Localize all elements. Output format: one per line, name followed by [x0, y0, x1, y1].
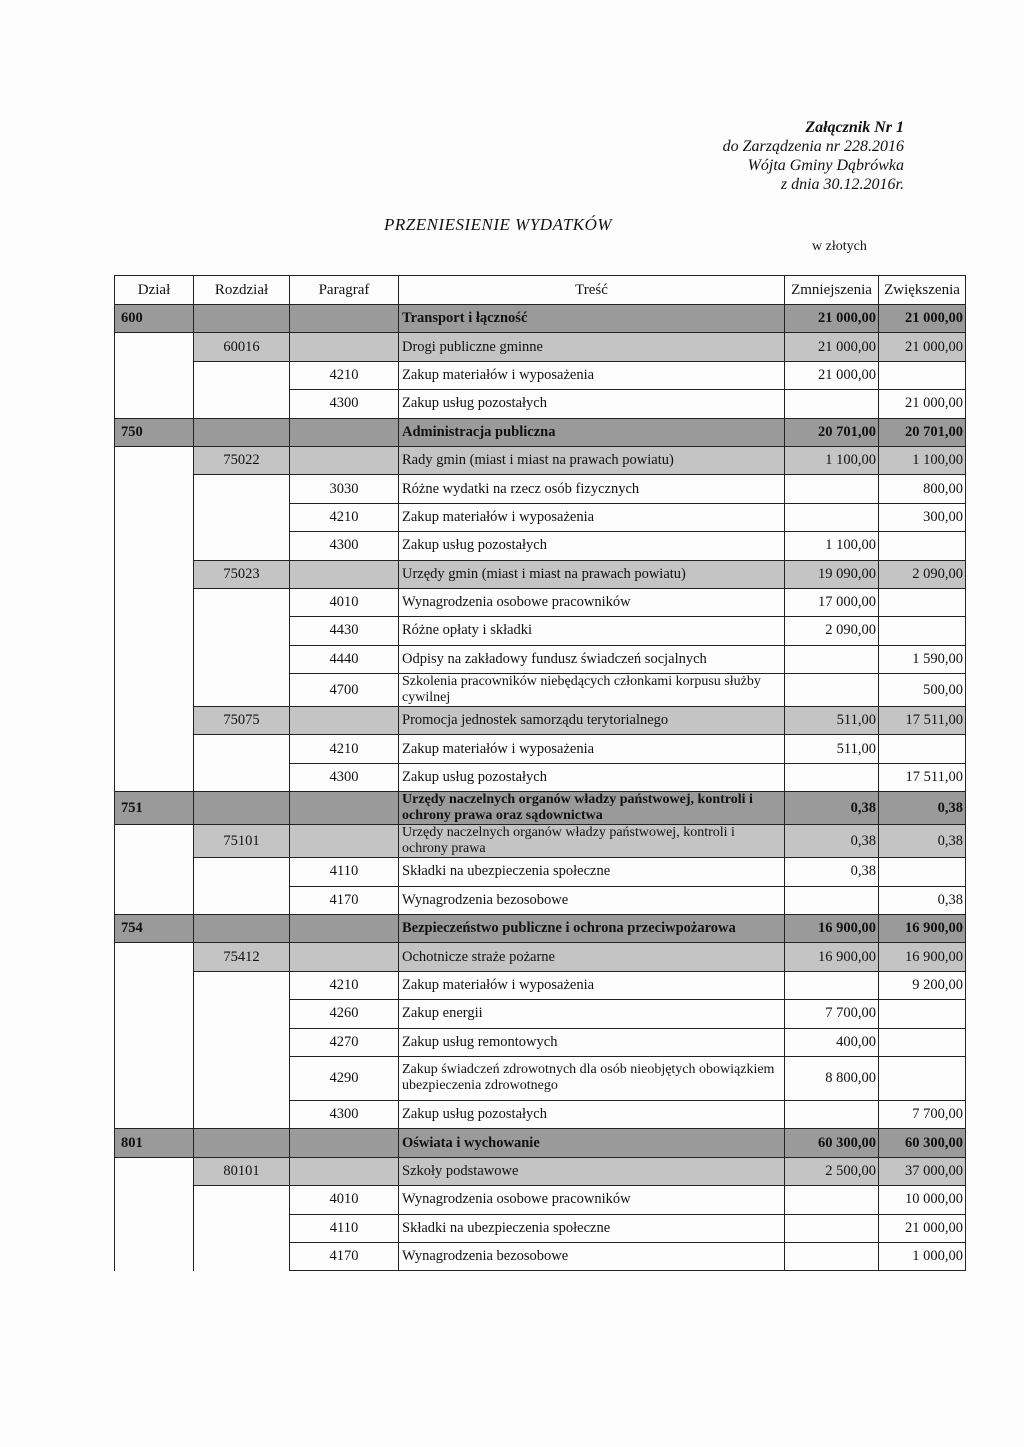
decrease-amount [785, 390, 879, 418]
rozdzial-cell [194, 792, 290, 825]
table-row-rozdzial [115, 707, 966, 735]
table-row-paragraf [115, 588, 966, 616]
paragraf-cell [290, 943, 399, 971]
description: Bezpieczeństwo publiczne i ochrona przeciwpożarowa [399, 915, 785, 943]
table-row-paragraf [115, 735, 966, 763]
decrease-amount [785, 645, 879, 673]
paragraf-code: 4210 [290, 735, 399, 763]
increase-amount: 16 900,00 [879, 915, 966, 943]
table-row-paragraf [115, 617, 966, 645]
decrease-amount: 511,00 [785, 735, 879, 763]
increase-amount: 17 511,00 [879, 707, 966, 735]
description: Zakup usług remontowych [399, 1028, 785, 1056]
decrease-amount: 21 000,00 [785, 361, 879, 389]
dzial-cell [115, 1100, 194, 1128]
dzial-cell [115, 1157, 194, 1185]
description: Zakup materiałów i wyposażenia [399, 735, 785, 763]
increase-amount [879, 532, 966, 560]
table-row-paragraf [115, 1028, 966, 1056]
description: Zakup usług pozostałych [399, 390, 785, 418]
increase-amount: 0,38 [879, 825, 966, 858]
table-body [115, 305, 966, 1271]
decrease-amount: 8 800,00 [785, 1056, 879, 1100]
table-row-paragraf [115, 1242, 966, 1270]
paragraf-code: 4210 [290, 971, 399, 999]
paragraf-code: 4290 [290, 1056, 399, 1100]
increase-amount: 20 701,00 [879, 418, 966, 446]
table-row-paragraf [115, 1000, 966, 1028]
rozdzial-code: 75412 [194, 943, 290, 971]
paragraf-code: 4700 [290, 674, 399, 707]
paragraf-code: 4210 [290, 361, 399, 389]
rozdzial-cell [194, 858, 290, 886]
paragraf-code: 4170 [290, 886, 399, 914]
description: Składki na ubezpieczenia społeczne [399, 858, 785, 886]
decrease-amount: 21 000,00 [785, 305, 879, 333]
description: Promocja jednostek samorządu terytorialnego [399, 707, 785, 735]
table-row-dzial [115, 305, 966, 333]
dzial-cell [115, 763, 194, 791]
column-header-paragraf: Paragraf [290, 276, 399, 305]
decrease-amount [785, 1214, 879, 1242]
dzial-cell [115, 532, 194, 560]
table-row-paragraf [115, 503, 966, 531]
dzial-cell [115, 588, 194, 616]
increase-amount [879, 588, 966, 616]
description: Urzędy naczelnych organów władzy państwowej, kontroli i ochrony prawa [399, 825, 785, 858]
increase-amount: 300,00 [879, 503, 966, 531]
column-header-zmniejszenia: Zmniejszenia [785, 276, 879, 305]
dzial-code: 754 [115, 915, 194, 943]
paragraf-code: 4270 [290, 1028, 399, 1056]
dzial-cell [115, 943, 194, 971]
increase-amount: 21 000,00 [879, 333, 966, 361]
table-row-dzial [115, 1129, 966, 1157]
increase-amount: 1 590,00 [879, 645, 966, 673]
description: Wynagrodzenia bezosobowe [399, 886, 785, 914]
table-row-paragraf [115, 1100, 966, 1128]
dzial-cell [115, 617, 194, 645]
paragraf-code: 4210 [290, 503, 399, 531]
decrease-amount: 16 900,00 [785, 915, 879, 943]
rozdzial-cell [194, 1056, 290, 1100]
table-header-row [115, 276, 966, 305]
table-row-dzial [115, 915, 966, 943]
dzial-code: 750 [115, 418, 194, 446]
increase-amount: 9 200,00 [879, 971, 966, 999]
dzial-cell [115, 645, 194, 673]
paragraf-code: 4170 [290, 1242, 399, 1270]
table-row-dzial [115, 418, 966, 446]
dzial-code: 801 [115, 1129, 194, 1157]
table-row-rozdzial [115, 333, 966, 361]
increase-amount: 60 300,00 [879, 1129, 966, 1157]
increase-amount: 2 090,00 [879, 560, 966, 588]
increase-amount: 21 000,00 [879, 305, 966, 333]
column-header-zwiekszenia: Zwiększenia [879, 276, 966, 305]
decrease-amount: 16 900,00 [785, 943, 879, 971]
rozdzial-cell [194, 763, 290, 791]
dzial-cell [115, 446, 194, 474]
description: Szkolenia pracowników niebędących członkami korpusu służby cywilnej [399, 674, 785, 707]
increase-amount: 17 511,00 [879, 763, 966, 791]
table-row-paragraf [115, 475, 966, 503]
table-row-rozdzial [115, 825, 966, 858]
increase-amount: 37 000,00 [879, 1157, 966, 1185]
increase-amount: 0,38 [879, 886, 966, 914]
description: Zakup usług pozostałych [399, 532, 785, 560]
decrease-amount: 0,38 [785, 825, 879, 858]
increase-amount [879, 1056, 966, 1100]
dzial-cell [115, 674, 194, 707]
dzial-cell [115, 1242, 194, 1270]
increase-amount: 1 100,00 [879, 446, 966, 474]
decrease-amount [785, 475, 879, 503]
decrease-amount: 21 000,00 [785, 333, 879, 361]
rozdzial-cell [194, 1028, 290, 1056]
paragraf-code: 4110 [290, 1214, 399, 1242]
decrease-amount: 19 090,00 [785, 560, 879, 588]
decrease-amount: 0,38 [785, 792, 879, 825]
decrease-amount: 511,00 [785, 707, 879, 735]
increase-amount: 16 900,00 [879, 943, 966, 971]
rozdzial-cell [194, 1186, 290, 1214]
description: Zakup materiałów i wyposażenia [399, 503, 785, 531]
dzial-cell [115, 1214, 194, 1242]
issue-date: z dnia 30.12.2016r. [780, 176, 904, 193]
decrease-amount: 60 300,00 [785, 1129, 879, 1157]
description: Transport i łączność [399, 305, 785, 333]
column-header-dzial: Dział [115, 276, 194, 305]
dzial-cell [115, 333, 194, 361]
paragraf-code: 4440 [290, 645, 399, 673]
table-row-paragraf [115, 971, 966, 999]
column-header-rozdzial: Rozdział [194, 276, 290, 305]
decrease-amount: 17 000,00 [785, 588, 879, 616]
paragraf-code: 4260 [290, 1000, 399, 1028]
paragraf-code: 4300 [290, 390, 399, 418]
increase-amount [879, 1028, 966, 1056]
description: Administracja publiczna [399, 418, 785, 446]
increase-amount [879, 617, 966, 645]
table-row-paragraf [115, 1186, 966, 1214]
paragraf-cell [290, 446, 399, 474]
increase-amount: 800,00 [879, 475, 966, 503]
dzial-code: 600 [115, 305, 194, 333]
dzial-cell [115, 707, 194, 735]
increase-amount: 7 700,00 [879, 1100, 966, 1128]
dzial-cell [115, 560, 194, 588]
rozdzial-cell [194, 886, 290, 914]
rozdzial-cell [194, 915, 290, 943]
table-row-paragraf [115, 1056, 966, 1100]
increase-amount: 1 000,00 [879, 1242, 966, 1270]
description: Składki na ubezpieczenia społeczne [399, 1214, 785, 1242]
table-row-paragraf [115, 645, 966, 673]
increase-amount [879, 735, 966, 763]
description: Oświata i wychowanie [399, 1129, 785, 1157]
rozdzial-cell [194, 475, 290, 503]
paragraf-cell [290, 707, 399, 735]
decrease-amount: 20 701,00 [785, 418, 879, 446]
rozdzial-cell [194, 674, 290, 707]
dzial-cell [115, 886, 194, 914]
paragraf-cell [290, 1157, 399, 1185]
paragraf-code: 3030 [290, 475, 399, 503]
dzial-cell [115, 858, 194, 886]
description: Urzędy naczelnych organów władzy państwowej, kontroli i ochrony prawa oraz sądownictwa [399, 792, 785, 825]
paragraf-code: 4300 [290, 763, 399, 791]
increase-amount: 0,38 [879, 792, 966, 825]
column-header-tresc: Treść [399, 276, 785, 305]
description: Zakup usług pozostałych [399, 1100, 785, 1128]
increase-amount [879, 858, 966, 886]
paragraf-code: 4010 [290, 1186, 399, 1214]
rozdzial-code: 75022 [194, 446, 290, 474]
paragraf-cell [290, 305, 399, 333]
rozdzial-code: 60016 [194, 333, 290, 361]
table-row-paragraf [115, 858, 966, 886]
paragraf-cell [290, 792, 399, 825]
dzial-cell [115, 1000, 194, 1028]
table-row-rozdzial [115, 560, 966, 588]
paragraf-cell [290, 418, 399, 446]
description: Zakup świadczeń zdrowotnych dla osób nieobjętych obowiązkiem ubezpieczenia zdrowotnego [399, 1056, 785, 1100]
decrease-amount: 7 700,00 [785, 1000, 879, 1028]
table-row-paragraf [115, 390, 966, 418]
expense-transfer-table [114, 275, 966, 1271]
dzial-cell [115, 735, 194, 763]
decrease-amount: 400,00 [785, 1028, 879, 1056]
dzial-cell [115, 503, 194, 531]
paragraf-code: 4110 [290, 858, 399, 886]
rozdzial-cell [194, 588, 290, 616]
paragraf-code: 4010 [290, 588, 399, 616]
decrease-amount: 2 090,00 [785, 617, 879, 645]
paragraf-cell [290, 333, 399, 361]
document-title: PRZENIESIENIE WYDATKÓW [384, 215, 613, 234]
decrease-amount [785, 763, 879, 791]
description: Drogi publiczne gminne [399, 333, 785, 361]
rozdzial-cell [194, 390, 290, 418]
table-row-paragraf [115, 361, 966, 389]
paragraf-cell [290, 825, 399, 858]
paragraf-cell [290, 1129, 399, 1157]
currency-unit: w złotych [812, 239, 867, 254]
decrease-amount [785, 886, 879, 914]
decrease-amount: 2 500,00 [785, 1157, 879, 1185]
rozdzial-cell [194, 645, 290, 673]
decrease-amount [785, 1100, 879, 1128]
description: Rady gmin (miast i miast na prawach powiatu) [399, 446, 785, 474]
table-row-paragraf [115, 886, 966, 914]
dzial-cell [115, 1056, 194, 1100]
table-row-paragraf [115, 763, 966, 791]
rozdzial-cell [194, 617, 290, 645]
rozdzial-cell [194, 418, 290, 446]
ordinance-reference: do Zarządzenia nr 228.2016 [722, 138, 904, 155]
description: Wynagrodzenia osobowe pracowników [399, 1186, 785, 1214]
dzial-cell [115, 971, 194, 999]
table-row-rozdzial [115, 943, 966, 971]
rozdzial-cell [194, 1100, 290, 1128]
paragraf-code: 4300 [290, 532, 399, 560]
decrease-amount [785, 674, 879, 707]
rozdzial-code: 75101 [194, 825, 290, 858]
rozdzial-cell [194, 305, 290, 333]
table-row-paragraf [115, 674, 966, 707]
rozdzial-cell [194, 1214, 290, 1242]
attachment-number: Załącznik Nr 1 [805, 119, 904, 136]
paragraf-code: 4300 [290, 1100, 399, 1128]
decrease-amount [785, 971, 879, 999]
description: Wynagrodzenia bezosobowe [399, 1242, 785, 1270]
rozdzial-code: 80101 [194, 1157, 290, 1185]
issuer: Wójta Gminy Dąbrówka [747, 157, 904, 174]
increase-amount [879, 361, 966, 389]
decrease-amount [785, 503, 879, 531]
rozdzial-cell [194, 532, 290, 560]
description: Różne opłaty i składki [399, 617, 785, 645]
description: Wynagrodzenia osobowe pracowników [399, 588, 785, 616]
decrease-amount [785, 1186, 879, 1214]
paragraf-code: 4430 [290, 617, 399, 645]
table-row-rozdzial [115, 1157, 966, 1185]
rozdzial-code: 75023 [194, 560, 290, 588]
description: Zakup materiałów i wyposażenia [399, 361, 785, 389]
description: Urzędy gmin (miast i miast na prawach powiatu) [399, 560, 785, 588]
table-row-paragraf [115, 1214, 966, 1242]
increase-amount: 500,00 [879, 674, 966, 707]
dzial-cell [115, 475, 194, 503]
increase-amount [879, 1000, 966, 1028]
dzial-code: 751 [115, 792, 194, 825]
dzial-cell [115, 390, 194, 418]
table-row-rozdzial [115, 446, 966, 474]
decrease-amount: 0,38 [785, 858, 879, 886]
paragraf-cell [290, 915, 399, 943]
increase-amount: 21 000,00 [879, 1214, 966, 1242]
rozdzial-cell [194, 971, 290, 999]
rozdzial-cell [194, 503, 290, 531]
decrease-amount: 1 100,00 [785, 532, 879, 560]
description: Odpisy na zakładowy fundusz świadczeń socjalnych [399, 645, 785, 673]
rozdzial-cell [194, 1129, 290, 1157]
increase-amount: 21 000,00 [879, 390, 966, 418]
table-row-paragraf [115, 532, 966, 560]
rozdzial-cell [194, 361, 290, 389]
description: Szkoły podstawowe [399, 1157, 785, 1185]
dzial-cell [115, 1028, 194, 1056]
description: Zakup energii [399, 1000, 785, 1028]
paragraf-cell [290, 560, 399, 588]
attachment-header [604, 118, 904, 194]
description: Różne wydatki na rzecz osób fizycznych [399, 475, 785, 503]
rozdzial-cell [194, 735, 290, 763]
rozdzial-code: 75075 [194, 707, 290, 735]
description: Ochotnicze straże pożarne [399, 943, 785, 971]
dzial-cell [115, 825, 194, 858]
dzial-cell [115, 361, 194, 389]
increase-amount: 10 000,00 [879, 1186, 966, 1214]
decrease-amount: 1 100,00 [785, 446, 879, 474]
description: Zakup materiałów i wyposażenia [399, 971, 785, 999]
description: Zakup usług pozostałych [399, 763, 785, 791]
table-row-dzial [115, 792, 966, 825]
rozdzial-cell [194, 1242, 290, 1270]
rozdzial-cell [194, 1000, 290, 1028]
dzial-cell [115, 1186, 194, 1214]
expense-transfer-table-wrapper [114, 275, 966, 1271]
decrease-amount [785, 1242, 879, 1270]
